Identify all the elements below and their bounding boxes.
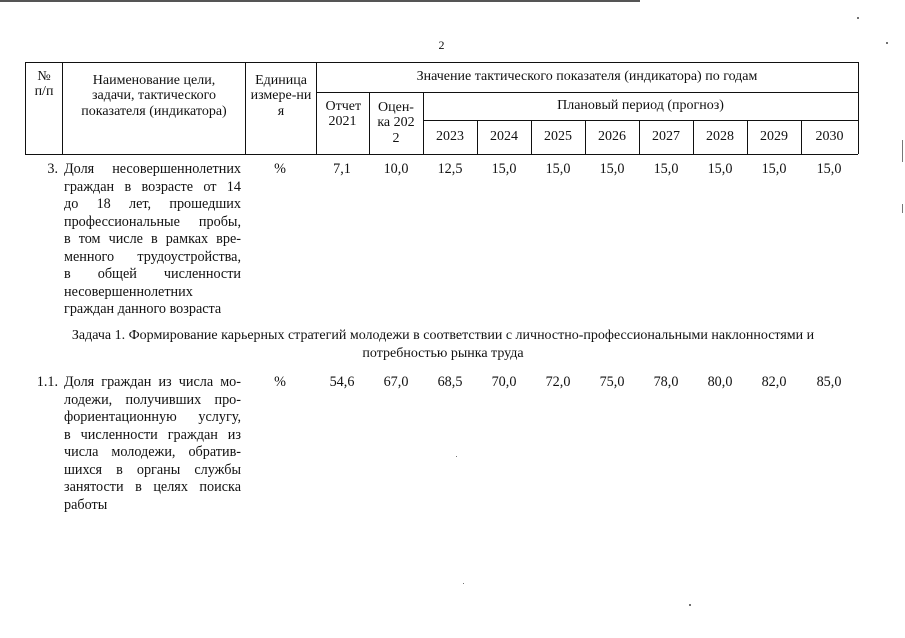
task-heading: Задача 1. Формирование карьерных стратегий молодежи в соответствии с личностно-профессиональными наклонностями и потребностью рынка труда [71, 328, 815, 361]
indicator-name-line: граждан данного возраста [64, 301, 222, 317]
value-cell: 15,0 [707, 161, 733, 177]
value-cell: 72,0 [545, 374, 571, 390]
unit-cell: % [274, 374, 286, 390]
indicator-name-line: в том числе в рамках вре- [64, 231, 241, 247]
indicator-name-line: занятости в целях поиска [64, 479, 241, 495]
row-number: 3. [47, 161, 58, 177]
scan-edge-mark [902, 140, 903, 162]
indicator-name-line: в численности граждан из [64, 426, 241, 443]
top-border-rule [0, 0, 640, 2]
indicator-name-line: несовершеннолетних [64, 283, 193, 300]
scan-edge-mark [902, 204, 903, 213]
header-estimate-cell [369, 95, 423, 151]
header-values: Значение тактического показателя (индикатора) по годам [416, 69, 758, 85]
value-cell: 15,0 [816, 161, 842, 177]
value-cell: 54,6 [329, 374, 355, 390]
header-estimate-label: Оцен-ка 2022 [377, 99, 415, 146]
value-cell: 12,5 [437, 161, 463, 177]
value-cell: 10,0 [383, 161, 409, 177]
indicator-name-line: профессиональные пробы, [64, 213, 241, 230]
unit-cell: % [274, 161, 286, 177]
year-header-2029: 2029 [760, 129, 788, 145]
header-bottom-rule [25, 154, 858, 155]
year-header-2023: 2023 [436, 129, 464, 145]
col-rule-name [245, 62, 246, 154]
indicator-name-line: граждан в возрасте от 14 [64, 178, 241, 195]
value-cell: 82,0 [761, 374, 787, 390]
col-rule-num [62, 62, 63, 154]
value-cell: 15,0 [599, 161, 625, 177]
indicator-name-line: в общей численности [64, 266, 241, 282]
year-header-2026: 2026 [598, 129, 626, 145]
value-cell: 15,0 [653, 161, 679, 177]
table-right-rule [858, 62, 859, 154]
scan-speck [463, 583, 464, 584]
year-header-2024: 2024 [490, 129, 518, 145]
indicator-name-line: работы [64, 496, 108, 513]
header-report-cell [316, 94, 369, 134]
indicator-name-line: Доля несовершеннолетних [64, 161, 241, 177]
table-left-rule [25, 62, 26, 154]
value-cell: 15,0 [491, 161, 517, 177]
year-header-2025: 2025 [544, 129, 572, 145]
indicator-name-line: менного трудоустройства, [64, 248, 241, 265]
indicator-name-line: Доля граждан из числа мо- [64, 374, 241, 390]
header-name: Наименование цели, задачи, тактического показателя (индикатора) [81, 72, 227, 119]
scan-speck [689, 604, 691, 606]
header-plan: Плановый период (прогноз) [557, 98, 724, 114]
scan-speck [456, 456, 457, 457]
value-cell: 68,5 [437, 374, 463, 390]
header-report-label: Отчет 2021 [325, 98, 362, 129]
indicator-name-line: до 18 лет, прошедших [64, 196, 241, 212]
value-cell: 80,0 [707, 374, 733, 390]
indicator-name-line: числа молодежи, обратив- [64, 444, 241, 460]
scan-speck [857, 17, 859, 19]
year-header-2027: 2027 [652, 129, 680, 145]
value-cell: 7,1 [333, 161, 351, 177]
value-cell: 67,0 [383, 374, 409, 390]
value-cell: 15,0 [761, 161, 787, 177]
indicator-name-line: лодежи, получивших про- [64, 391, 241, 408]
header-unit: Единица измере-ния [250, 72, 312, 119]
indicator-name [64, 161, 241, 319]
indicator-name-line: фориентационную услугу, [64, 409, 241, 425]
indicator-name-line: шихся в органы службы [64, 461, 241, 478]
year-header-2028: 2028 [706, 129, 734, 145]
value-cell: 75,0 [599, 374, 625, 390]
page-number: 2 [438, 38, 445, 52]
header-num: № п/п [34, 68, 54, 99]
year-header-2030: 2030 [815, 129, 844, 145]
value-cell: 15,0 [545, 161, 571, 177]
value-cell: 78,0 [653, 374, 679, 390]
value-cell: 85,0 [816, 374, 842, 390]
indicator-name [64, 374, 241, 514]
row-number: 1.1. [36, 374, 58, 390]
value-cell: 70,0 [491, 374, 517, 390]
scan-speck [886, 42, 888, 44]
